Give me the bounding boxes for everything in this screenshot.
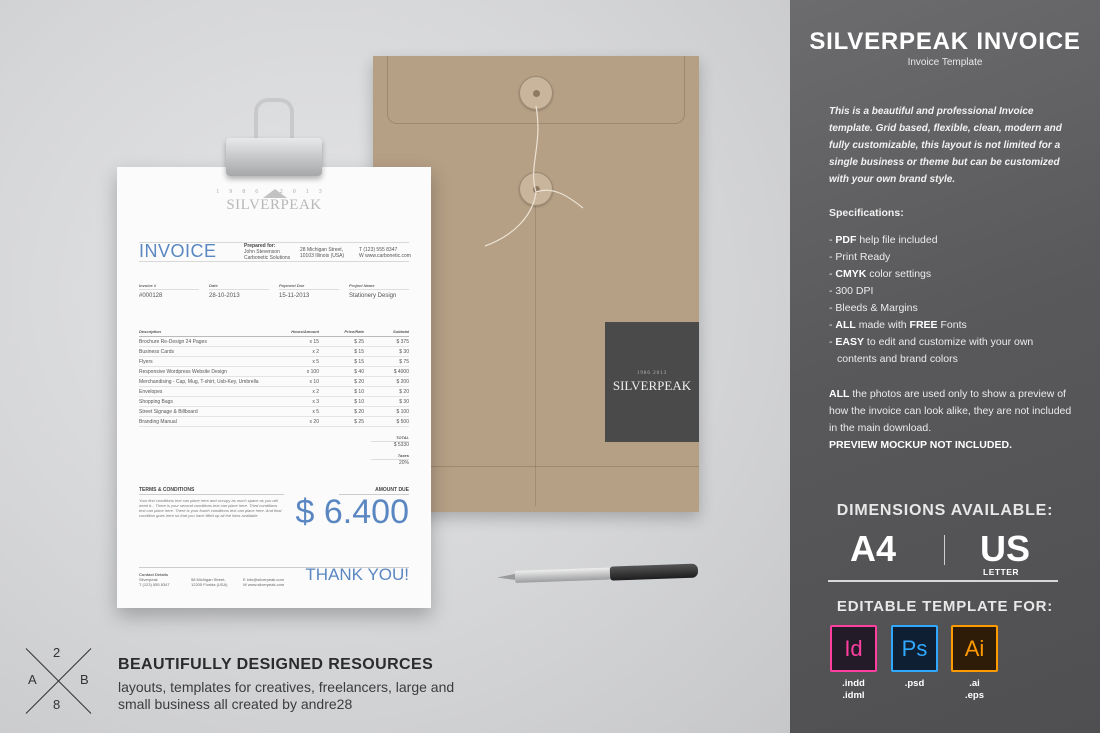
envelope-string: [473, 86, 593, 256]
line-items-header: [139, 327, 409, 337]
item-hours: x 5: [312, 408, 319, 415]
item-hours: x 3: [312, 398, 319, 405]
logo-year-left: 1986: [216, 189, 269, 195]
list-item: [829, 351, 1033, 368]
meta-value: Stationery Design: [349, 293, 397, 299]
item-rate: $ 25: [354, 418, 364, 425]
meta-label: Payment Due: [279, 283, 339, 290]
spec-text: Fonts: [937, 319, 967, 331]
footer-website: W www.silverpeak.com: [243, 582, 285, 587]
client-address-line1: 28 Michigan Street,: [300, 247, 344, 253]
indesign-abbr: Id: [844, 635, 863, 661]
ext-secondary: .eps: [964, 690, 984, 701]
amount-due-value: $ 6.400: [295, 493, 409, 531]
table-row: [139, 387, 409, 397]
logo-letter-top: 2: [53, 645, 61, 660]
item-rate: $ 15: [354, 358, 364, 365]
product-subtitle: Invoice Template: [907, 57, 983, 68]
prepared-company: Carbonetic Solutions: [244, 255, 291, 261]
photos-bold: ALL: [829, 388, 850, 400]
col-hours: Hours/Amount: [291, 329, 319, 334]
item-rate: $ 20: [354, 408, 364, 415]
ext-primary: .psd: [904, 678, 925, 689]
indesign-icon: [830, 625, 877, 672]
client-address-line2: 10103 Illinois (USA): [300, 253, 345, 259]
meta-label: Date: [209, 283, 269, 290]
client-website: W www.carbonetic.com: [359, 253, 411, 259]
logo-letter-bottom: 8: [53, 697, 61, 712]
pen-cap: [610, 564, 698, 581]
item-rate: $ 40: [354, 368, 364, 375]
meta-payment-due: [279, 283, 339, 299]
product-info-panel: [790, 0, 1100, 733]
amount-due-label: AMOUNT DUE: [339, 487, 409, 495]
footer-contact-name: Silverpeak: [139, 577, 158, 582]
item-subtotal: $ 200: [396, 378, 409, 385]
product-description: This is a beautiful and professional Invoice template. Grid based, flexible, clean, modern and fully customizable, this layout is not limited for a single business or theme but can be customized with your own brand style.: [829, 106, 1062, 185]
logo-letter-left: A: [28, 672, 37, 687]
pen-icon: [497, 563, 700, 584]
item-hours: x 15: [309, 338, 319, 345]
client-contact: [359, 247, 411, 259]
logo-name: SILVERPEAK: [226, 197, 322, 213]
meta-invoice-number: [139, 283, 199, 299]
invoice-title: INVOICE: [139, 241, 217, 261]
total-value: $ 5330: [393, 442, 409, 448]
photos-text: the photos are used only to show a preview of how the invoice can look alike, they are not included in the main download.: [829, 388, 1072, 434]
meta-label: Project Name: [349, 283, 409, 290]
spec-bold: PDF: [835, 234, 857, 246]
item-description: Branding Manual: [139, 418, 177, 425]
header-rule-bottom: [139, 261, 409, 262]
table-row: [139, 337, 409, 347]
client-address: [300, 247, 344, 259]
table-row: [139, 397, 409, 407]
col-rate: Price/Rate: [344, 329, 364, 334]
item-description: Shopping Bags: [139, 398, 173, 405]
dimension-a4: A4: [850, 528, 897, 569]
spec-bold: ALL: [835, 319, 856, 331]
ext-secondary: .idml: [842, 690, 865, 701]
invoice-document: [117, 167, 431, 608]
item-subtotal: $ 4000: [393, 368, 409, 375]
photoshop-extensions: [891, 678, 938, 690]
item-subtotal: $ 75: [399, 358, 409, 365]
meta-project-name: [349, 283, 409, 299]
table-row: [139, 357, 409, 367]
item-rate: $ 15: [354, 348, 364, 355]
footer-contact-title: Contact Details: [139, 572, 169, 577]
meta-value: 15-11-2013: [279, 293, 310, 299]
editable-heading: EDITABLE TEMPLATE FOR:: [836, 598, 1054, 615]
terms-text: Your first conditions text can place here and occupy as much space as you will need it... There is your second conditions text can place here. Third conditions text can place here. There is your fourth conditions text can place here. And final condition goes here so that you have filled up all the lines available.: [139, 498, 282, 518]
dimensions-heading: DIMENSIONS AVAILABLE:: [836, 502, 1054, 519]
item-rate: $ 10: [354, 388, 364, 395]
envelope-brand-name: SILVERPEAK: [612, 377, 692, 393]
invoice-logo: [117, 189, 431, 214]
item-subtotal: $ 30: [399, 398, 409, 405]
item-rate: $ 20: [354, 378, 364, 385]
list-item: - 300 DPI: [829, 285, 874, 297]
item-description: Business Cards: [139, 348, 175, 355]
item-hours: x 2: [312, 348, 319, 355]
spec-text: made with: [855, 319, 910, 331]
spec-bold: EASY: [835, 336, 865, 348]
spec-text: Print Ready: [835, 251, 891, 263]
photoshop-abbr: Ps: [901, 635, 928, 661]
item-subtotal: $ 375: [396, 338, 409, 345]
item-description: Brochure Re-Design 24 Pages: [139, 338, 207, 345]
item-description: Merchandising - Cap, Mug, T-shirt, Usb-Key, Umbrella: [139, 378, 259, 385]
item-hours: x 10: [309, 378, 319, 385]
logo-letter-right: B: [80, 672, 89, 687]
table-row: [139, 417, 409, 427]
pen-tip: [497, 574, 515, 581]
list-item: - PDF help file included: [829, 234, 938, 246]
footer-contact-phone: T (123) 555 8347: [139, 582, 170, 587]
indesign-extensions: [830, 678, 877, 702]
specifications-heading: Specifications:: [829, 207, 904, 219]
footer-address-line2: 12205 Florida (USA): [191, 582, 228, 587]
illustrator-abbr: Ai: [964, 635, 985, 661]
binder-clip-body: [226, 138, 322, 176]
photos-note: PREVIEW MOCKUP NOT INCLUDED.: [829, 439, 1012, 451]
terms-title: TERMS & CONDITIONS: [139, 487, 284, 495]
item-description: Flyers: [139, 358, 153, 365]
client-phone: T (123) 555 8347: [359, 247, 398, 253]
list-item: - ALL made with FREE Fonts: [829, 319, 967, 331]
col-description: Description: [139, 329, 162, 334]
thank-you-text: THANK YOU!: [305, 565, 409, 584]
spec-text: color settings: [866, 268, 932, 280]
product-title: SILVERPEAK INVOICE: [809, 28, 1081, 55]
item-hours: x 20: [309, 418, 319, 425]
footer-email: E info@silverpeak.com: [243, 577, 284, 582]
spec-text: contents and brand colors: [837, 353, 958, 365]
brand-subtitle: layouts, templates for creatives, freelancers, large and small business all created by andre28: [118, 679, 455, 712]
item-hours: x 5: [312, 358, 319, 365]
envelope-brand-years: 1986 2013: [636, 370, 668, 376]
table-row: [139, 377, 409, 387]
item-description: Envelopes: [139, 388, 163, 395]
footer-contact: [139, 572, 170, 587]
envelope-brand-label: [605, 322, 699, 442]
andre28-logo-icon: [26, 645, 92, 714]
table-row: [139, 407, 409, 417]
prepared-label: Prepared for:: [244, 243, 276, 249]
ext-primary: .indd: [842, 678, 865, 689]
item-subtotal: $ 500: [396, 418, 409, 425]
illustrator-icon: [951, 625, 998, 672]
dimensions-rule: [828, 580, 1058, 582]
list-item: - EASY to edit and customize with your own: [829, 336, 1034, 348]
binder-clip-icon: [226, 98, 322, 178]
item-description: Responsive Wordpress Website Design: [139, 368, 227, 375]
meta-value: 28-10-2013: [209, 293, 240, 299]
item-description: Street Signage & Billboard: [139, 408, 198, 415]
list-item: - Bleeds & Margins: [829, 302, 918, 314]
brand-title: BEAUTIFULLY DESIGNED RESOURCES: [118, 656, 434, 673]
meta-label: Invoice #: [139, 283, 199, 290]
item-hours: x 100: [306, 368, 319, 375]
meta-value: #000128: [139, 293, 163, 299]
photos-disclaimer: [829, 386, 1074, 454]
list-item: - Print Ready: [829, 251, 891, 263]
ext-primary: .ai: [969, 678, 980, 689]
line-items-table: [139, 327, 409, 427]
footer-address: [191, 572, 227, 587]
col-subtotal: Subtotal: [393, 329, 409, 334]
spec-bold: FREE: [909, 319, 938, 331]
illustrator-extensions: [951, 678, 998, 702]
table-row: [139, 367, 409, 377]
item-hours: x 2: [312, 388, 319, 395]
item-subtotal: $ 30: [399, 348, 409, 355]
item-subtotal: $ 100: [396, 408, 409, 415]
invoice-totals: [371, 435, 409, 466]
item-subtotal: $ 20: [399, 388, 409, 395]
spec-bold: CMYK: [835, 268, 867, 280]
dimension-us: US: [980, 528, 1031, 569]
dimension-divider: [944, 535, 945, 565]
total-label: TOTAL: [371, 435, 409, 442]
table-row: [139, 347, 409, 357]
taxes-value: 20%: [398, 460, 409, 466]
specifications-list: [829, 232, 1033, 368]
item-rate: $ 10: [354, 398, 364, 405]
terms-conditions: [139, 487, 284, 518]
photoshop-icon: [891, 625, 938, 672]
meta-date: [209, 283, 269, 299]
prepared-for: [244, 243, 290, 261]
logo-year-right: 2013: [279, 189, 332, 195]
item-rate: $ 25: [354, 338, 364, 345]
prepared-name: John Stevenson: [244, 249, 280, 255]
spec-text: to edit and customize with your own: [864, 336, 1034, 348]
spec-text: help file included: [856, 234, 938, 246]
footer-address-line1: 58 Michigan Street,: [191, 577, 226, 582]
spec-text: Bleeds & Margins: [835, 302, 918, 314]
dimension-us-letter: LETTER: [983, 567, 1020, 577]
list-item: - CMYK color settings: [829, 268, 932, 280]
spec-text: 300 DPI: [835, 285, 874, 297]
pen-barrel: [515, 568, 610, 583]
taxes-label: Taxes: [371, 453, 409, 460]
